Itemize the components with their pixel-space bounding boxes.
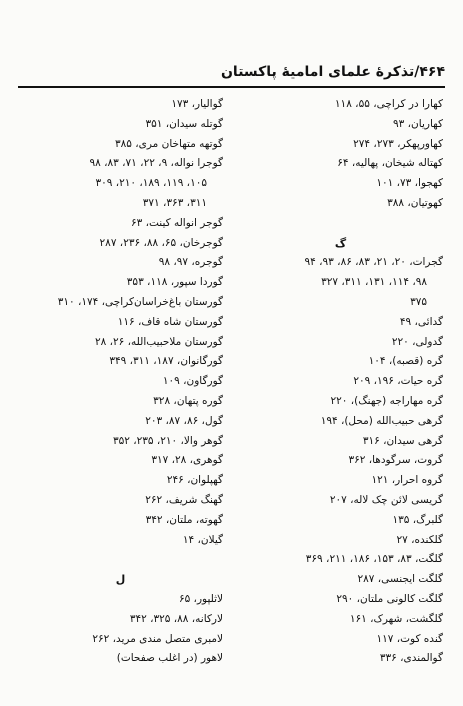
index-entry: گرهی سیدان، ۳۱۶ <box>362 434 443 447</box>
header-rule <box>18 86 445 88</box>
index-entry: گجرات، ۲۰، ۲۱، ۸۳، ۸۶، ۹۳، ۹۴ <box>304 256 443 269</box>
index-entry: گوجر انواله کینت، ۶۳ <box>130 216 223 229</box>
index-entry: گورستان باغ‌خراسان‌کراچی، ۱۷۴، ۳۱۰ <box>57 295 223 308</box>
blank-line <box>238 214 443 234</box>
index-entry: لاهور (در اغلب صفحات) <box>116 652 223 665</box>
index-column-left <box>18 95 223 669</box>
index-entry: گوجرا نواله، ۹، ۲۲، ۷۱، ۸۳، ۹۸ <box>89 157 223 170</box>
index-entry: گلگت ایجنسی، ۲۸۷ <box>357 573 443 586</box>
index-entry: لارکانه، ۸۸، ۳۲۵، ۳۴۲ <box>129 612 223 625</box>
index-entry: گوهری، ۲۸، ۳۱۷ <box>151 454 223 467</box>
index-entry: گورستان شاه قاف، ۱۱۶ <box>117 315 223 328</box>
index-entry: گهپلوان، ۲۴۶ <box>166 474 223 487</box>
index-entry: کهاریان، ۹۳ <box>393 117 443 130</box>
index-entry: گنده کوت، ۱۱۷ <box>376 632 443 645</box>
index-entry: گرهی حبیب‌الله (محل)، ۱۹۴ <box>320 414 443 427</box>
index-entry: گلگت، ۸۳، ۱۵۳، ۱۸۶، ۲۱۱، ۳۶۹ <box>305 553 443 566</box>
index-entry: کهوتیان، ۳۸۸ <box>387 196 443 209</box>
index-entry: لاثلپور، ۶۵ <box>178 592 223 605</box>
index-entry: گدولی، ۲۲۰ <box>391 335 443 348</box>
index-entry: کهاورپهکر، ۲۷۳، ۲۷۴ <box>353 137 443 150</box>
index-entry: گوالیار، ۱۷۳ <box>171 98 223 110</box>
index-column-right <box>238 95 443 669</box>
index-entry: گوتله سیدان، ۳۵۱ <box>145 117 223 130</box>
index-entry: کهارا در کراچی، ۵۵، ۱۱۸ <box>334 98 443 110</box>
index-entry: گوجرخان، ۶۵، ۸۸، ۲۳۶، ۲۸۷ <box>99 236 223 249</box>
index-entry: گروت، سرگودها، ۳۶۲ <box>348 454 443 467</box>
index-entry: گهنگ شریف، ۲۶۲ <box>145 493 223 506</box>
index-entry: گهوته، ملتان، ۳۴۲ <box>145 513 223 526</box>
index-entry: گورگانوان، ۱۸۷، ۳۱۱، ۳۴۹ <box>109 355 223 368</box>
index-entry: گول، ۸۶، ۸۷، ۲۰۳ <box>145 414 223 427</box>
index-entry-continuation: ۳۱۱، ۳۶۳، ۳۷۱ <box>142 196 207 209</box>
index-entry: کهجوا، ۷۳، ۱۰۱ <box>376 177 443 190</box>
index-entry: کهتاله شیخان، پهالیه، ۶۴ <box>337 157 443 170</box>
index-entry: گورستان ملاحبیب‌الله، ۲۶، ۲۸ <box>95 335 223 348</box>
section-letter-heading: گ <box>334 236 347 250</box>
index-entry-continuation: ۳۷۵ <box>410 295 427 308</box>
index-entry: گوردا سپور، ۱۱۸، ۳۵۳ <box>126 276 223 289</box>
index-entry: گلکنده، ۲۷ <box>396 533 443 546</box>
index-entry: گره مهاراجه (جهنگ)، ۲۲۰ <box>330 394 443 407</box>
index-entry: گورگاون، ۱۰۹ <box>162 375 223 388</box>
index-entry: گوتهه متهاخان مری، ۳۸۵ <box>114 137 223 150</box>
index-entry: گوالمندی، ۳۳۶ <box>379 652 443 665</box>
index-entry: گوهر والا، ۲۱۰، ۲۳۵، ۳۵۲ <box>112 434 223 447</box>
index-entry: لامبری متصل مندی مرید، ۲۶۲ <box>92 632 223 645</box>
index-entry: گره (قصبه)، ۱۰۴ <box>368 355 443 368</box>
index-entry: گوره پتهان، ۳۲۸ <box>153 394 223 407</box>
index-entry: گره حیات، ۱۹۶، ۲۰۹ <box>353 375 443 388</box>
index-entry: گلبرگ، ۱۳۵ <box>392 513 443 526</box>
index-entry-continuation: ۹۸، ۱۱۴، ۱۳۱، ۳۱۱، ۳۲۷ <box>321 276 427 289</box>
index-entry: گریسی لائن چک لاله، ۲۰۷ <box>329 493 443 506</box>
index-entry: گلگت کالونی ملتان، ۲۹۰ <box>336 592 443 605</box>
index-entry: گلگشت، شهرک، ۱۶۱ <box>349 612 443 625</box>
page-title: ۴۶۴/تذکرهٔ علمای امامیهٔ پاکستان <box>220 64 445 80</box>
index-entry: گوجره، ۹۷، ۹۸ <box>158 256 223 269</box>
section-letter-heading: ل <box>115 573 126 587</box>
index-entry: گدائی، ۴۹ <box>399 315 443 328</box>
blank-line <box>18 550 223 570</box>
index-entry: گروه احرار، ۱۲۱ <box>371 474 443 487</box>
index-entry: گیلان، ۱۴ <box>182 533 223 546</box>
index-entry-continuation: ۱۰۵، ۱۱۹، ۱۸۹، ۲۱۰، ۳۰۹ <box>95 177 207 190</box>
page-header <box>18 60 445 84</box>
